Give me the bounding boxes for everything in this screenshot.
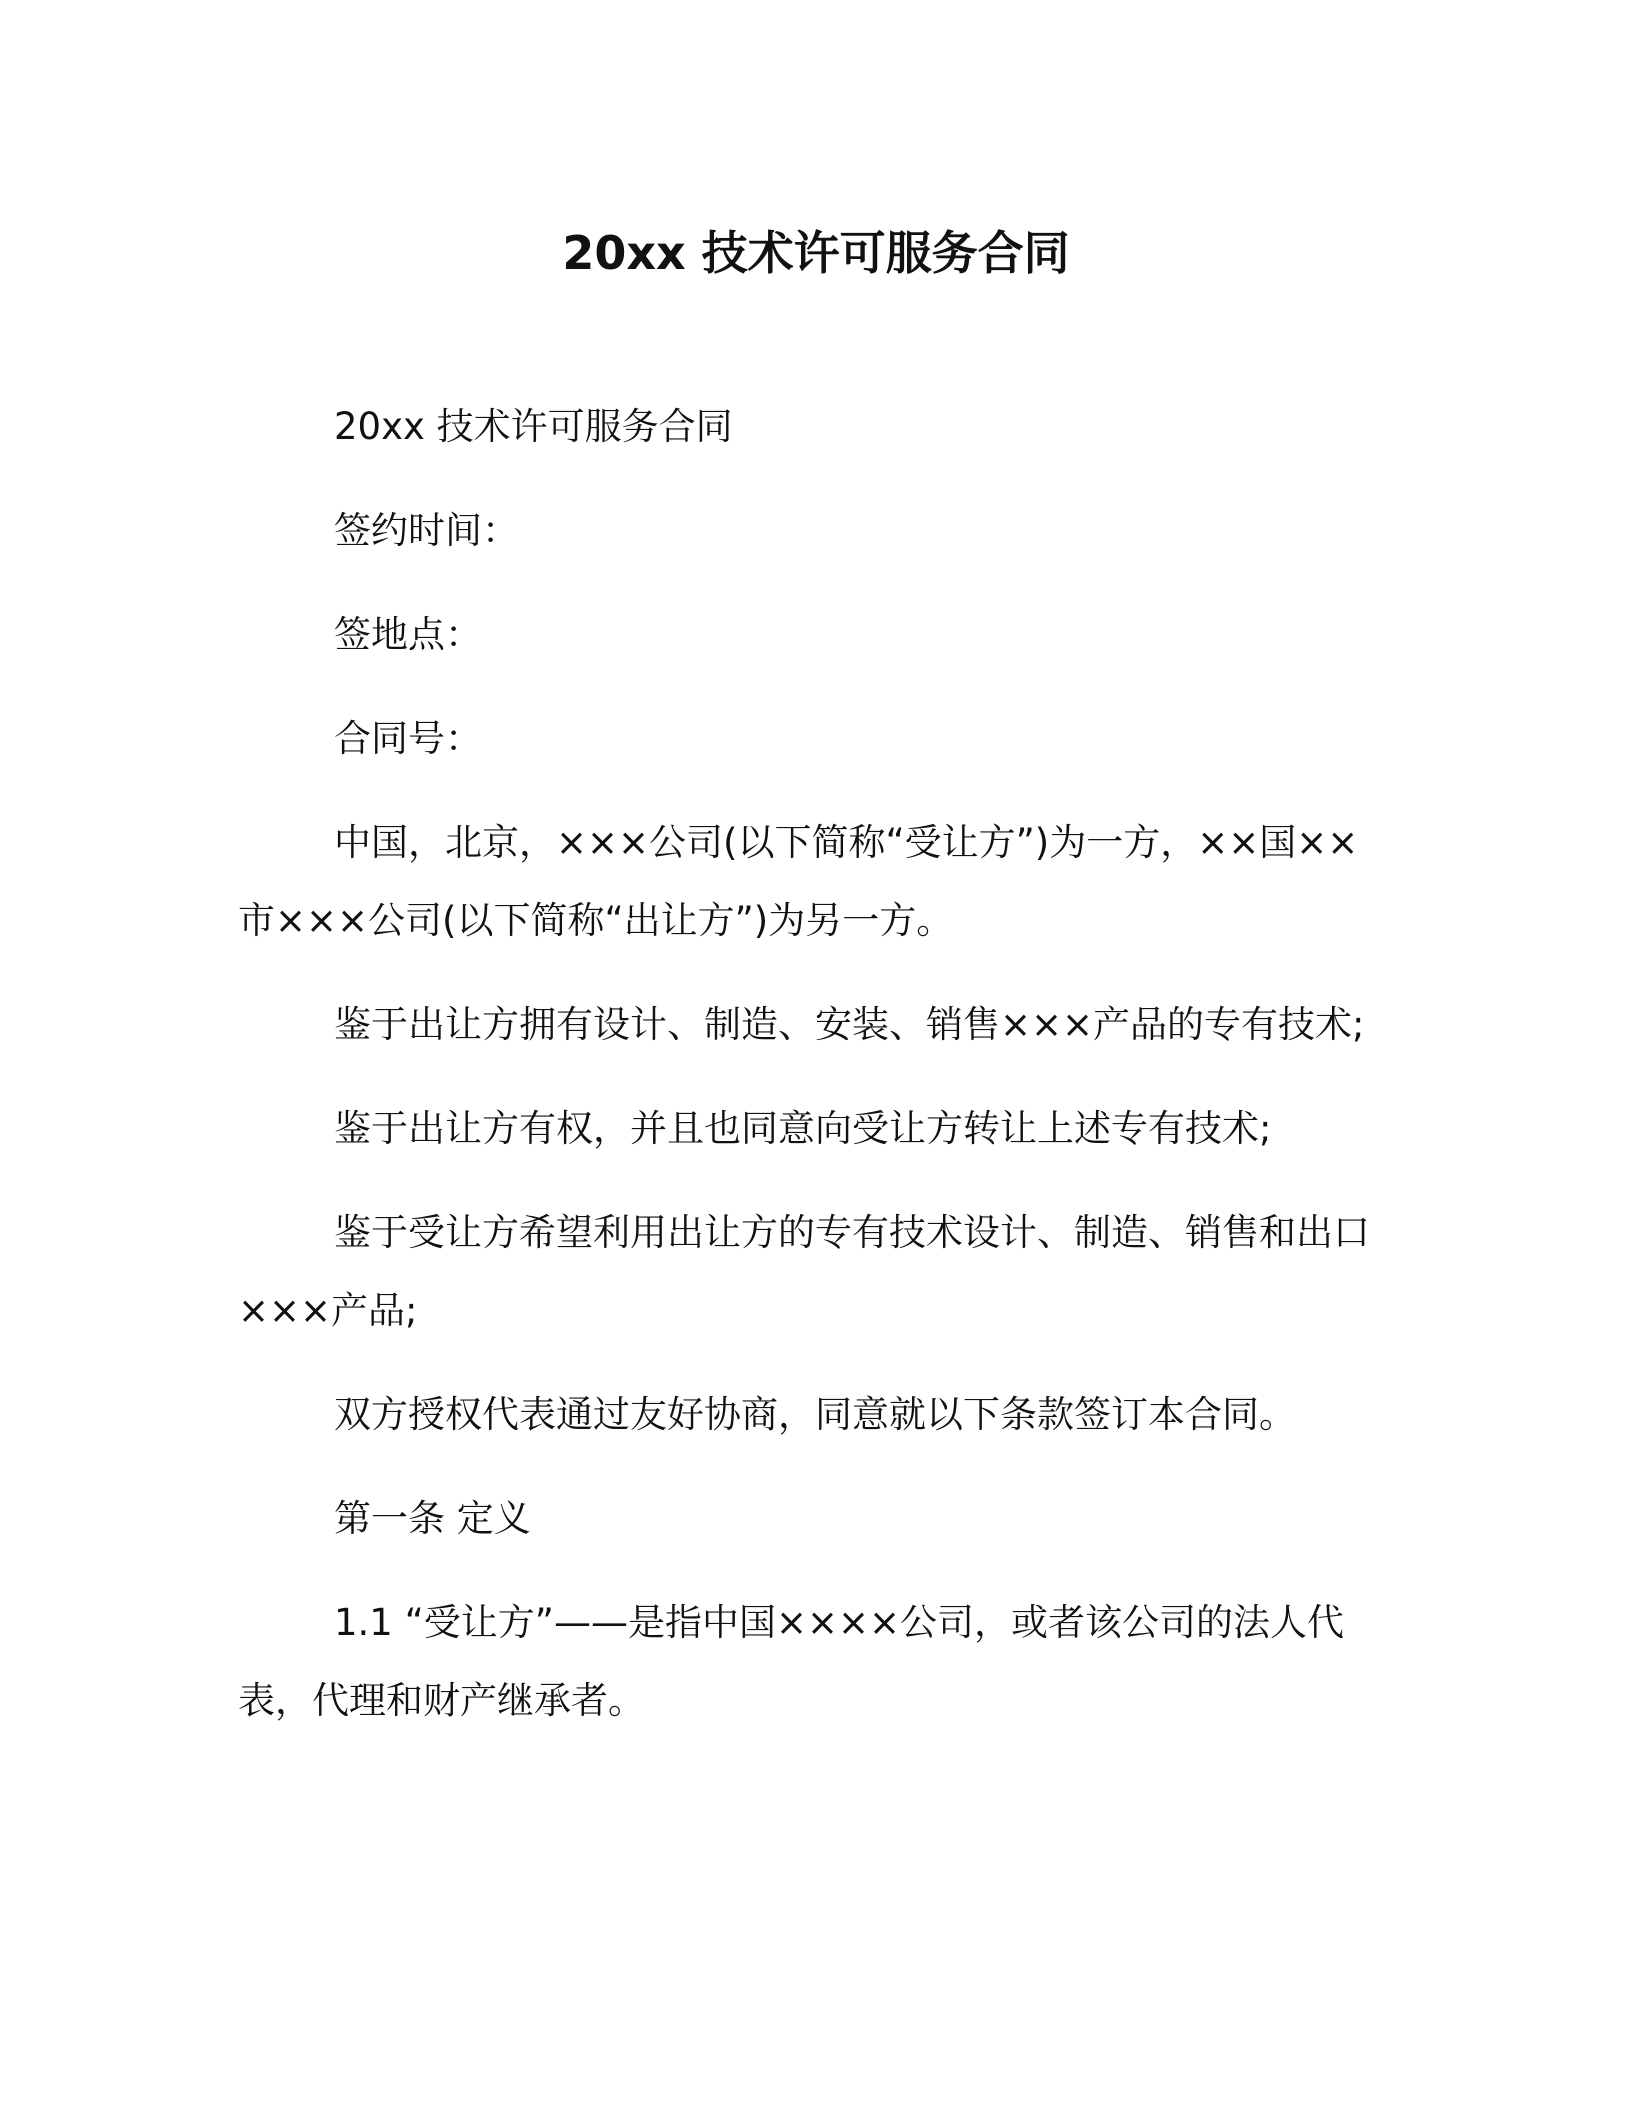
agreement-paragraph: 双方授权代表通过友好协商，同意就以下条款签订本合同。	[334, 1393, 1296, 1436]
signing-time-line: 签约时间：	[334, 509, 519, 552]
document-title: 20xx 技术许可服务合同	[562, 226, 1070, 280]
contract-number-line: 合同号：	[334, 717, 482, 760]
definition-1-1: 1.1 “受让方”——是指中国××××公司，或者该公司的法人代表，代理和财产继承者。	[238, 1601, 1344, 1722]
whereas-paragraph-2: 鉴于出让方有权，并且也同意向受让方转让上述专有技术;	[334, 1107, 1272, 1150]
parties-paragraph: 中国，北京，×××公司(以下简称“受让方”)为一方，××国××市×××公司(以下简称“出让方”)为另一方。	[238, 821, 1359, 942]
signing-place-line: 签地点：	[334, 613, 482, 656]
article-1-heading: 第一条 定义	[334, 1497, 531, 1540]
whereas-paragraph-1: 鉴于出让方拥有设计、制造、安装、销售×××产品的专有技术;	[334, 1003, 1365, 1046]
document-body	[238, 388, 1388, 1766]
whereas-paragraph-3: 鉴于受让方希望利用出让方的专有技术设计、制造、销售和出口×××产品;	[238, 1211, 1370, 1332]
contract-name-line: 20xx 技术许可服务合同	[334, 405, 733, 448]
